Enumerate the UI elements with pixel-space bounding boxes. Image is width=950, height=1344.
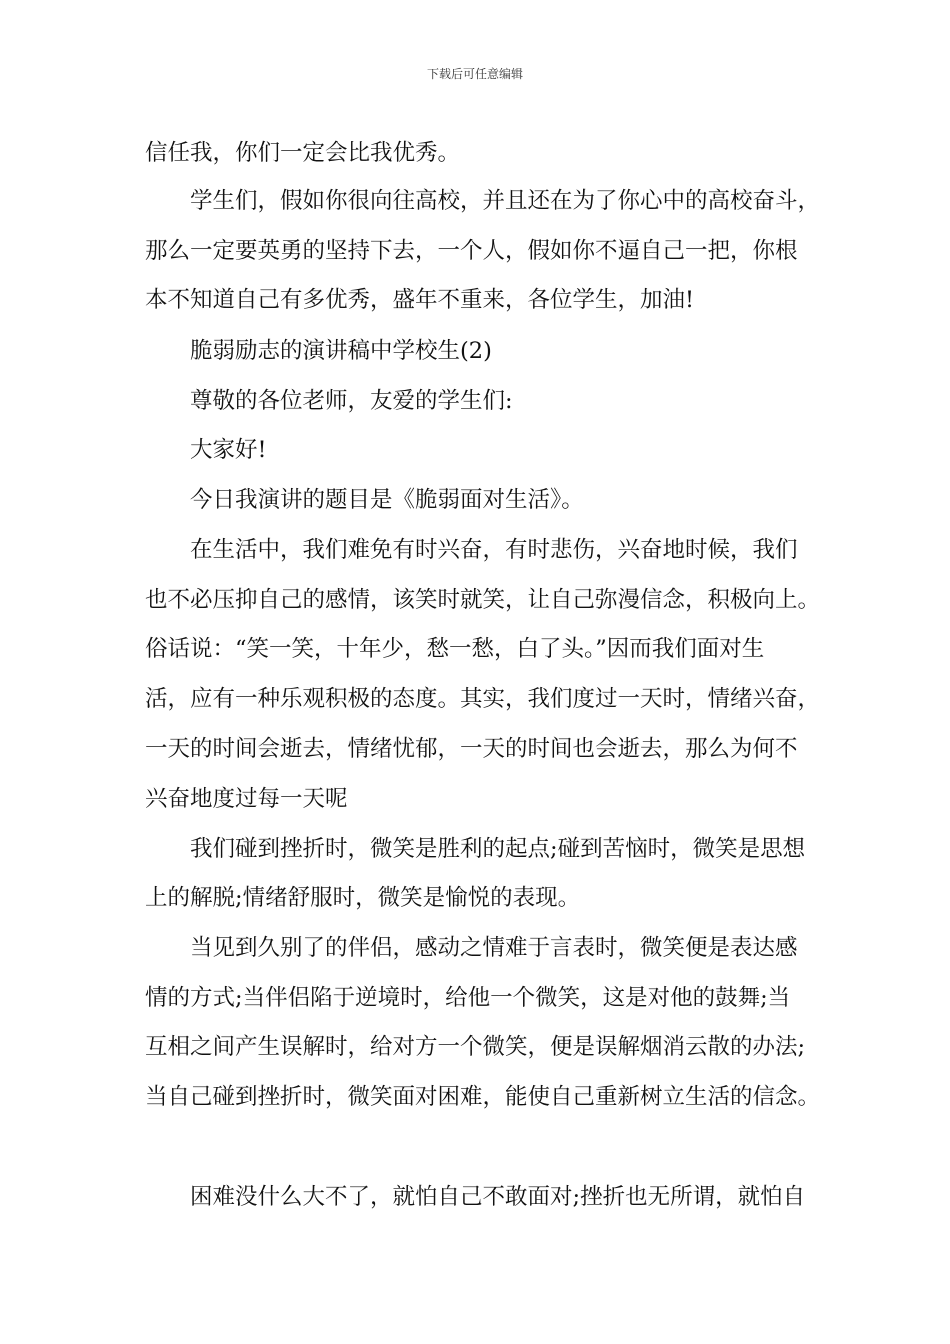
text-line: 情的方式;当伴侣陷于逆境时，给他一个微笑，这是对他的鼓舞;当 — [145, 985, 791, 1011]
text-line: 我们碰到挫折时，微笑是胜利的起点;碰到苦恼时，微笑是思想 — [190, 836, 806, 862]
text-line: 困难没什么大不了，就怕自己不敢面对;挫折也无所谓，就怕自 — [190, 1184, 806, 1210]
text-line: 当见到久别了的伴侣，感动之情难于言表时，微笑便是表达感 — [190, 935, 798, 961]
text-line: 兴奋地度过每一天呢 — [145, 786, 348, 812]
text-line: 上的解脱;情绪舒服时，微笑是愉悦的表现。 — [145, 885, 581, 911]
text-line: 一天的时间会逝去，情绪忧郁，一天的时间也会逝去，那么为何不 — [145, 736, 798, 762]
text-line: 当自己碰到挫折时，微笑面对困难，能使自己重新树立生活的信念。 — [145, 1084, 821, 1110]
text-line: 俗话说：“笑一笑，十年少，愁一愁，白了头。”因而我们面对生 — [145, 636, 765, 662]
text-line: 本不知道自己有多优秀，盛年不重来，各位学生，加油! — [145, 287, 695, 313]
greeting: 大家好! — [190, 437, 267, 463]
section-heading: 脆弱励志的演讲稿中学校生(2) — [190, 338, 492, 364]
text-line: 今日我演讲的题目是《脆弱面对生活》。 — [190, 487, 584, 513]
text-line: 在生活中，我们难免有时兴奋，有时悲伤，兴奋地时候，我们 — [190, 537, 798, 563]
salutation: 尊敬的各位老师，友爱的学生们: — [190, 388, 513, 414]
text-line: 信任我，你们一定会比我优秀。 — [145, 140, 461, 166]
text-line: 那么一定要英勇的坚持下去，一个人，假如你不逼自己一把，你根 — [145, 238, 798, 264]
text-line: 活，应有一种乐观积极的态度。其实，我们度过一天时，情绪兴奋， — [145, 686, 821, 712]
text-line: 也不必压抑自己的感情，该笑时就笑，让自己弥漫信念，积极向上。 — [145, 587, 821, 613]
page-header: 下载后可任意编辑 — [426, 67, 523, 81]
text-line: 互相之间产生误解时，给对方一个微笑，便是误解烟消云散的办法; — [145, 1034, 806, 1060]
text-line: 学生们，假如你很向往高校，并且还在为了你心中的高校奋斗， — [190, 188, 821, 214]
